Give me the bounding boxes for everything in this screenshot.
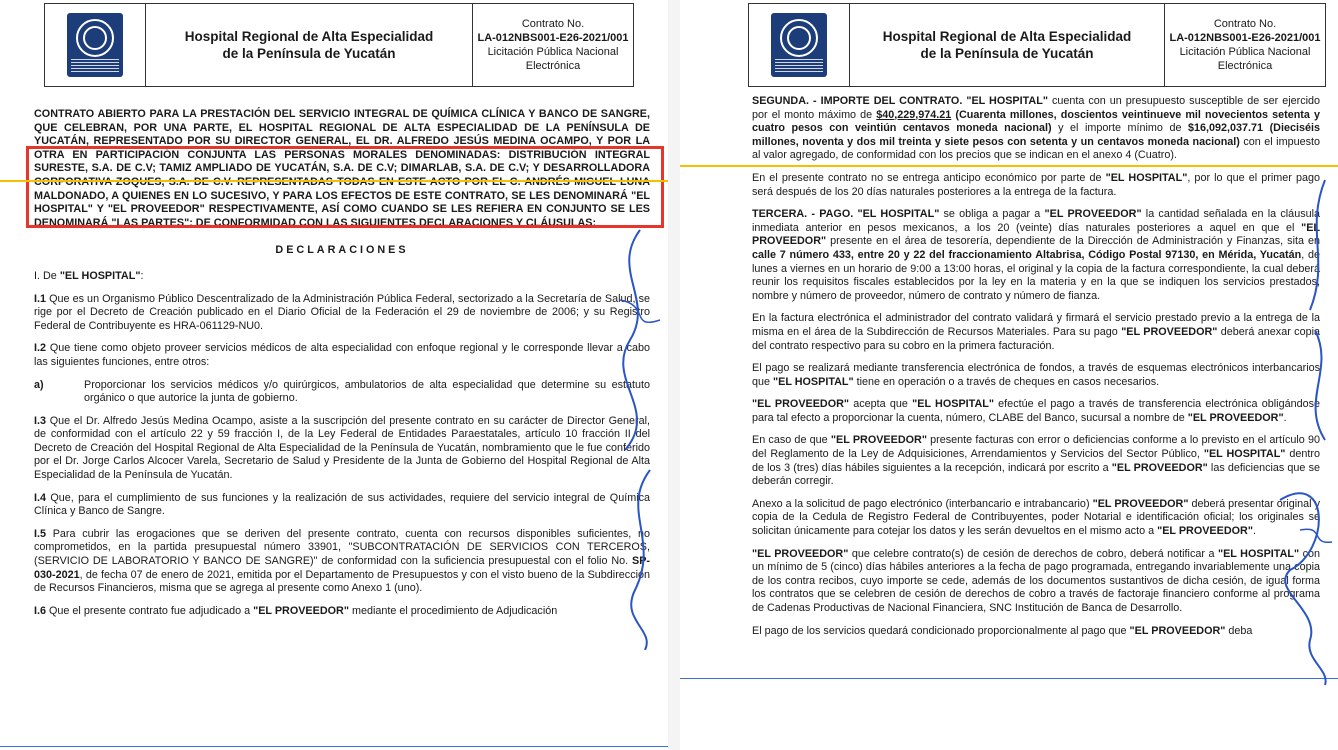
paragraph-text: deberá anexar copia del contrato respectivo para su cobro en la primera facturación. [752,325,1320,352]
max-amount-words: (Cuarenta millones, doscientos veintinueve mil novecientos setenta y cuatro pesos con veintiún centavos moneda nacional) [752,108,1320,135]
declaration-1-1 [34,293,650,334]
paragraph-text: que celebre contrato(s) de cesión de derechos de cobro, deberá notificar a [848,547,1218,560]
paragraph-text: presente facturas con error o deficiencias conforme a lo previsto en el artículo 90 del Reglamento de la Ley de Adquisiciones, Arrendamientos y Servicios del Sector Público, [752,434,1320,461]
declarations-title: DECLARACIONES [275,244,409,257]
party-provider: "EL PROVEEDOR" [752,221,1320,248]
declaration-number: I.6 [34,604,47,617]
contract-type-line1: Licitación Pública Nacional [487,46,619,58]
declaration-text: Que, para el cumplimiento de sus funciones y la realización de sus actividades, requiere del servicio integral de Química Clínica y Banco de Sangre. [34,491,650,518]
max-amount: $40,229,974.21 [876,108,952,121]
party-hospital: "EL HOSPITAL" [962,95,1048,107]
paragraph-text: acepta que [849,398,913,411]
anticipo-paragraph [752,172,1320,199]
declaration-text-cont: mediante el procedimiento de Adjudicación [348,604,558,617]
contract-info [1165,4,1325,86]
party-hospital: "EL HOSPITAL" [853,208,940,221]
declaration-text-cont: , de fecha 07 de enero de 2021, emitida por el Departamento de Presupuestos y con el visto bueno de la Subdirección de Recursos Financieros, misma que se agrega al presente como Anexo 1 (uno). [34,568,650,595]
contract-label: Contrato No. [521,18,585,30]
right-page-body [752,95,1320,647]
paragraph-text: El pago de los servicios quedará condicionado proporcionalmente al pago que [752,624,1130,637]
clause-text: se obliga a pagar a [939,208,1045,221]
section-i-prefix: I. De [34,269,60,282]
declaration-1-6 [34,605,650,619]
clause-text: con el impuesto al valor agregado, de conformidad con los precios que se indican en el anexo 4 (Cuatro). [752,135,1320,162]
clause-text: , de lunes a viernes en un horario de 9:00 a 13:00 horas, el original y la copia de la factura correspondiente, la cual deberá reunir los requisitos fiscales establecidos por la ley en la materia y en la que se indiquen los servicios prestados, nombre y número de proveedor, número de contrato y número de fianza. [752,248,1320,302]
section-i-heading [34,270,650,284]
clause-title: SEGUNDA. - IMPORTE DEL CONTRATO. [752,95,963,107]
declaration-1-2 [34,342,650,369]
party-provider: "EL PROVEEDOR" [1092,497,1189,510]
paragraph-text: En la factura electrónica el administrador del contrato validará y firmará el servicio prestado previo a la entrega de la misma en el área de la Subdirección de Recursos Materiales. Para su pago [752,312,1320,338]
party-hospital: "EL HOSPITAL" [1203,448,1286,461]
paragraph-text: efectúe el pago a través de transferencia electrónica obligándose para tal efecto a proporcionar la cuenta, número, CLABE del Banco, sucursal a nombre de [752,398,1320,424]
paragraph-text: En el presente contrato no se entrega anticipo económico por parte de [752,171,1106,184]
item-label: a) [34,378,44,391]
party-provider: "EL PROVEEDOR" [1187,411,1284,424]
hospital-logo-box [749,4,850,86]
declaration-text: Para cubrir las erogaciones que se deriven del presente contrato, cuenta con recursos disponibles suficientes, no comprometidos, en la partida presupuestal número 33901, "SUBCONTRATACIÓN DE SERVICIOS CON TERCEROS, (SERVICIO DE LABORATORIO Y BANCO DE SANGRE)" de conformidad con la suficiencia presupuestal con el folio No. [34,527,650,568]
clause-text: presente en el área de tesorería, dependiente de la Dirección de Administración y Finanzas, sita en [826,235,1320,248]
declaration-number: I.1 [34,292,47,305]
paragraph-text: , por lo que el primer pago será después de los 20 días naturales posteriores a la entrega de la factura. [752,171,1320,198]
paragraph-text: . [1283,411,1287,424]
contract-intro: CONTRATO ABIERTO PARA LA PRESTACIÓN DEL SERVICIO INTEGRAL DE QUÍMICA CLÍNICA Y BANCO DE SANGRE, QUE CELEBRAN, POR UNA PARTE, EL HOSPITAL REGIONAL DE ALTA ESPECIALIDAD DE LA PENÍNSULA DE YUCATÁN, REPRESENTADO POR SU DIRECTOR GENERAL, EL DR. ALFREDO JESÚS MEDINA OCAMPO, Y POR LA OTRA EN PARTICIPACIÓN CONJUNTA LAS PERSONAS MORALES DENOMINADAS: DISTRIBUCIÓN INTEGRAL SURESTE, S.A. DE C.V; TAMIZ AMPLIADO DE YUCATÁN, S.A. DE C.V; DIMARLAB, S.A. DE C.V; Y DESARROLLADORA MALDONADO, A QUIENES EN LO SUCESIVO, Y PARA LOS EFECTOS DE ESTE CONTRATO, SE LES DENOMINARÁ "EL HOSPITAL" Y "EL PROVEEDOR" RESPECTIVAMENTE, ASÍ COMO CUANDO SE LES REFIERA EN CONJUNTO SE LES DENOMINARÁ "LAS PARTES"; DE CONFORMIDAD CON LAS SIGUIENTES DECLARACIONES Y CLÁUSULAS: [34,108,650,229]
party-provider: "EL PROVEEDOR" [752,547,849,560]
blue-scan-line [680,678,1338,679]
party-hospital: "EL HOSPITAL" [773,375,854,388]
right-document-page [680,0,1338,750]
declaration-number: I.4 [34,491,47,504]
party-hospital: "EL HOSPITAL" [1217,547,1300,560]
hospital-name-line2: de la Península de Yucatán [920,46,1094,61]
declaration-1-3 [34,415,650,483]
declaration-number: I.3 [34,414,47,427]
address: calle 7 número 433, entre 20 y 22 del fraccionamiento Altabrisa, Código Postal 97130, en Mérida, Yucatán [752,248,1302,261]
declaration-1-4 [34,492,650,519]
hospital-logo-icon [771,13,827,77]
party-provider: "EL PROVEEDOR" [752,398,850,411]
anexo-paragraph [752,498,1320,539]
budget-folio: SP-030-2021 [34,555,650,581]
clause-text: la cantidad señalada en la cláusula inmediata anterior en pesos mexicanos, a los 20 (veinte) días naturales posteriores a aquel en que el [752,208,1321,234]
paragraph-text: . [1252,525,1256,538]
final-paragraph [752,625,1320,639]
declaration-number: I.2 [34,342,47,355]
contract-type-line1: Licitación Pública Nacional [1179,46,1311,58]
paragraph-text: Anexo a la solicitud de pago electrónico (interbancario e intrabancario) [752,497,1093,510]
party-provider: "EL PROVEEDOR" [1044,208,1142,221]
declaration-item-a [34,379,650,406]
page-gutter [668,0,680,750]
declaration-1-5 [34,528,650,596]
left-document-page [0,0,668,750]
hospital-name [850,4,1165,86]
paragraph-text: El pago se realizará mediante transferencia electrónica de fondos, a través de esquemas electrónicos interbancarios que [752,362,1320,388]
paragraph-text: deberá presentar original y copia de la Cedula de Registro Federal de Contribuyentes, poder Notarial e identificación oficial; los originales se solicitan únicamente para cotejar los datos y les serán devueltos en el mismo acto a [752,497,1320,538]
party-provider: "EL PROVEEDOR" [1129,624,1226,637]
hospital-logo-icon [67,13,123,77]
declaration-text: Que el presente contrato fue adjudicado a [46,604,254,617]
yellow-marker-line [0,180,668,182]
contract-number: LA-012NBS001-E26-2021/001 [1169,32,1321,44]
right-page-header [748,3,1326,87]
hospital-logo-box [45,4,146,86]
contract-info [473,4,633,86]
contract-number: LA-012NBS001-E26-2021/001 [477,32,629,44]
clause-text: cuenta con un presupuesto susceptible de ser ejercido por el monto máximo de [752,95,1320,121]
contract-type-line2: Electrónica [525,60,581,72]
paragraph-text: las deficiencias que se deberán corregir. [752,461,1320,488]
hospital-name [146,4,473,86]
paragraph-text: tiene en operación o a través de cheques en casos necesarios. [853,375,1160,388]
clause-title: TERCERA. - PAGO. [752,208,854,221]
party-provider: "EL PROVEEDOR" [1121,325,1218,338]
pago-paragraph [752,362,1320,389]
declaration-text: Que el Dr. Alfredo Jesús Medina Ocampo, asiste a la suscripción del presente contrato en su carácter de Director General, de conformidad con el artículo 22 y 59 fracción I, de la Ley Federal de Entidades Paraestatales, artículo 10 fracción II del Decreto de Creación del Hospital Regional de Alta Especialidad de la Península de Yucatán, nombramiento que le fue conferido por el Dr. Jorge Carlos Alcocer Varela, Secretario de Salud y Presidente de la Junta de Gobierno del Hospital Regional de Alta Especialidad de la Península de Yucatán. [34,414,650,482]
paragraph-text: deba [1225,624,1253,637]
blue-scan-line [0,746,668,747]
paragraph-text: con un mínimo de 5 (cinco) días hábiles anteriores a la fecha de pago programada, entregando invariablemente una copia de los contra recibos, cuyo importe se cede, además de los documentos sustantivos de dicha cesión, de igual forma los contratos que se celebren de cesión de derechos de cobro a través de factoraje financiero conforme al programa de Cadenas Productivas de Nacional Financiera, SNC Institución de Banca de Desarrollo. [752,547,1320,614]
hospital-name-line2: de la Península de Yucatán [222,46,396,61]
contract-type-line2: Electrónica [1217,60,1273,72]
section-i-suffix: : [140,269,144,282]
clause-tercera [752,208,1320,303]
hospital-name-line1: Hospital Regional de Alta Especialidad [184,29,434,44]
declaration-text: Que tiene como objeto proveer servicios médicos de alta especialidad con enfoque regional y le corresponde llevar a cabo las siguientes funciones, entre otros: [34,342,650,368]
declaration-number: I.5 [34,527,47,540]
party-provider: "EL PROVEEDOR" [1157,525,1253,538]
yellow-marker-line [680,165,1338,167]
hospital-name-line1: Hospital Regional de Alta Especialidad [882,29,1132,44]
declaration-text: Que es un Organismo Público Descentralizado de la Administración Pública Federal, sectorizado a la Secretaría de Salud, se rige por el Decreto de Creación publicado en el Diario Oficial de la Federación el 29 de noviembre de 2006; y su Registro Federal de Contribuyente es HRA-061129-NU0. [34,292,650,332]
item-text: Proporcionar los servicios médicos y/o quirúrgicos, ambulatorios de alta especialidad que determine su estatuto orgánico o que autorice la junta de gobierno. [84,378,650,405]
paragraph-text: En caso de que [752,434,831,447]
left-page-header [44,3,634,87]
party-provider: "EL PROVEEDOR" [830,434,927,447]
min-amount: $16,092,037.71 (Dieciséis millones, noventa y dos mil treinta y siete pesos con setenta y un centavos moneda nacional) [752,122,1320,148]
acepta-paragraph [752,398,1320,425]
cesion-paragraph [752,548,1320,616]
clause-text: y el importe mínimo de [1051,122,1188,135]
contract-label: Contrato No. [1213,18,1277,30]
party-provider: "EL PROVEEDOR" [1111,461,1208,474]
highlight-box [26,146,664,228]
paragraph-text: dentro de los 3 (tres) días hábiles siguientes a la recepción, indicará por escrito a [752,448,1320,474]
section-i-bold: "EL HOSPITAL" [59,269,141,282]
errores-paragraph [752,434,1320,488]
party-hospital: "EL HOSPITAL" [1105,171,1188,184]
factura-paragraph [752,312,1320,353]
clause-segunda [752,95,1320,163]
provider-name: "EL PROVEEDOR" [253,604,349,617]
party-hospital: "EL HOSPITAL" [912,398,994,411]
